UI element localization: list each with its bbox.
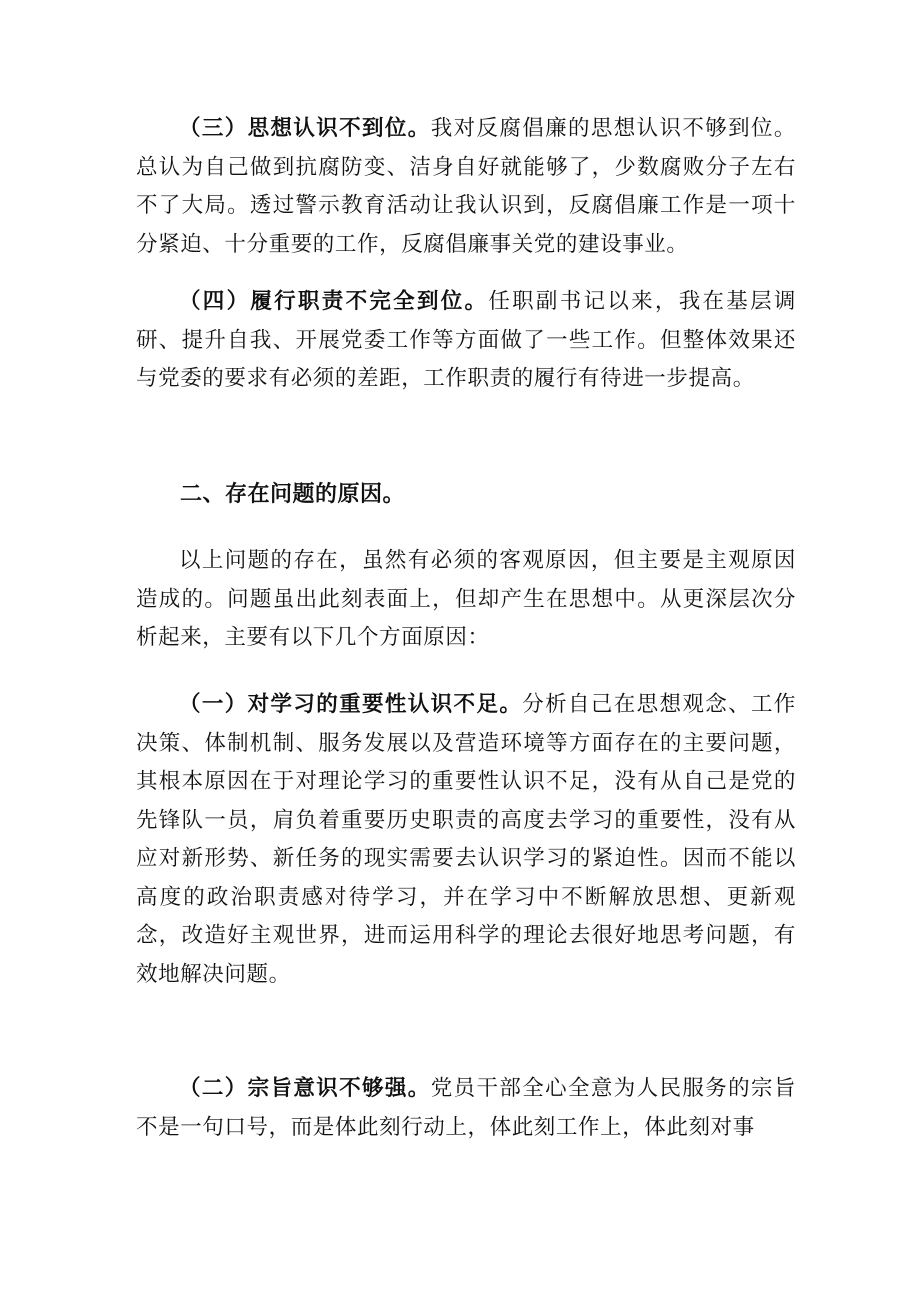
paragraph-duty-fulfillment — [136, 283, 796, 399]
paragraph-lead: （二）宗旨意识不够强。 — [179, 1076, 431, 1101]
paragraph-lead: （四）履行职责不完全到位。 — [179, 289, 489, 314]
paragraph-cause-learning — [136, 686, 796, 994]
paragraph-body: 分析自己在思想观念、工作决策、体制机制、服务发展以及营造环境等方面存在的主要问题，其根本原因在于对理论学习的重要性认识不足，没有从自己是党的先锋队一员，肩负着重要历史职责的高度去学习的重要性，没有从应对新形势、新任务的现实需要去认识学习的紧迫性。因而不能以高度的政治职责感对待学习，并在学习中不断解放思想、更新观念，改造好主观世界，进而运用科学的理论去很好地思考问题，有效地解决问题。 — [136, 692, 796, 987]
paragraph-intro: 以上问题的存在，虽然有必须的客观原因，但主要是主观原因造成的。问题虽出此刻表面上，但却产生在思想中。从更深层次分析起来，主要有以下几个方面原因： — [136, 548, 796, 650]
paragraph-body: 任职副书记以来，我在基层调研、提升自我、开展党委工作等方面做了一些工作。但整体效果还与党委的要求有必须的差距，工作职责的履行有待进一步提高。 — [136, 289, 796, 391]
paragraph-thought-awareness — [136, 110, 796, 264]
paragraph-lead: （三）思想认识不到位。 — [179, 116, 431, 141]
paragraph-body: 我对反腐倡廉的思想认识不够到位。总认为自己做到抗腐防变、洁身自好就能够了，少数腐败分子左右不了大局。透过警示教育活动让我认识到，反腐倡廉工作是一项十分紧迫、十分重要的工作，反腐倡廉事关党的建设事业。 — [136, 116, 796, 257]
paragraph-lead: （一）对学习的重要性认识不足。 — [179, 692, 523, 717]
paragraph-body: 党员干部全心全意为人民服务的宗旨不是一句口号，而是体此刻行动上，体此刻工作上，体此刻对事 — [136, 1076, 796, 1140]
paragraph-cause-purpose — [136, 1070, 796, 1147]
section-heading: 二、存在问题的原因。 — [180, 482, 406, 507]
